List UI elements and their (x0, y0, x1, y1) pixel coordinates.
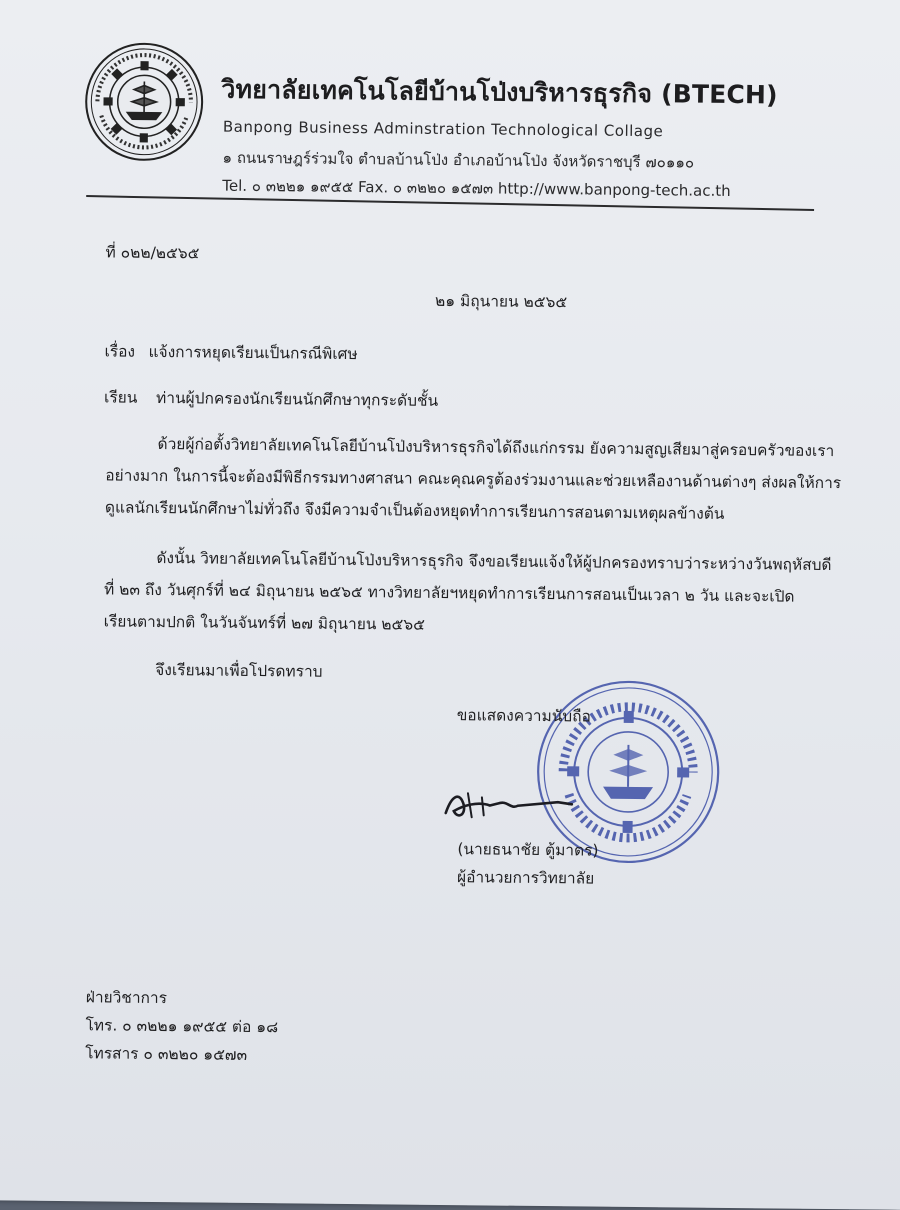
department-label: ฝ่ายวิชาการ (85, 988, 168, 1008)
college-name-english: Banpong Business Adminstration Technological Collage (222, 117, 664, 141)
signature (438, 775, 579, 831)
regards-line: ขอแสดงความนับถือ (456, 706, 591, 726)
paragraph-2-line: ดังนั้น วิทยาลัยเทคโนโลยีบ้านโป่งบริหารธุรกิจ จึงขอเรียนแจ้งให้ผู้ปกครองทราบว่าระหว่างวันพฤหัสบดี (156, 548, 832, 575)
signer-title: ผู้อำนวยการวิทยาลัย (456, 868, 595, 888)
subject-text: แจ้งการหยุดเรียนเป็นกรณีพิเศษ (148, 342, 358, 364)
college-address: ๑ ถนนราษฎร์ร่วมใจ ตำบลบ้านโป่ง อำเภอบ้านโป่ง จังหวัดราชบุรี ๗๐๑๑๐ (222, 148, 695, 172)
letter-date: ๒๑ มิถุนายน ๒๕๖๕ (435, 291, 568, 312)
department-phone: โทร. ๐ ๓๒๒๑ ๑๙๕๕ ต่อ ๑๘ (85, 1016, 279, 1037)
closing-line: จึงเรียนมาเพื่อโปรดทราบ (155, 660, 323, 681)
paragraph-2-line: ที่ ๒๓ ถึง วันศุกร์ที่ ๒๔ มิถุนายน ๒๕๖๕ ทางวิทยาลัยฯหยุดทำการเรียนการสอนเป็นเวลา ๒ วัน และจะเปิด (103, 580, 795, 606)
college-seal-icon (83, 40, 206, 163)
paragraph-1-line: ดูแลนักเรียนนักศึกษาไม่ทั่วถึง จึงมีความจำเป็นต้องหยุดทำการเรียนการสอนตามเหตุผลข้างต้น (104, 498, 725, 523)
recipient-text: ท่านผู้ปกครองนักเรียนนักศึกษาทุกระดับชั้น (155, 388, 439, 410)
paragraph-1-line: ด้วยผู้ก่อตั้งวิทยาลัยเทคโนโลยีบ้านโป่งบริหารธุรกิจได้ถึงแก่กรรม ยังความสูญเสียมาสู่ครอบครัวของเรา (157, 434, 835, 461)
signer-name: (นายธนาชัย ตู้มาตร) (457, 840, 599, 860)
recipient-label: เรียน (103, 388, 138, 407)
college-name-thai: วิทยาลัยเทคโนโลยีบ้านโป่งบริหารธุรกิจ (BTECH) (221, 74, 778, 110)
subject-label: เรื่อง (104, 342, 136, 361)
paragraph-1-line: อย่างมาก ในการนี้จะต้องมีพิธีกรรมทางศาสนา คณะคุณครูต้องร่วมงานและช่วยเหลืองานด้านต่างๆ ส่งผลให้การ (105, 466, 842, 493)
department-fax: โทรสาร ๐ ๓๒๒๐ ๑๕๗๓ (85, 1044, 248, 1064)
paragraph-2-line: เรียนตามปกติ ในวันจันทร์ที่ ๒๗ มิถุนายน ๒๕๖๕ (103, 612, 425, 634)
college-contact: Tel. ๐ ๓๒๒๑ ๑๙๕๕ Fax. ๐ ๓๒๒๐ ๑๕๗๓ http://www.banpong-tech.ac.th (222, 176, 731, 200)
reference-number: ที่ ๐๒๒/๒๕๖๕ (105, 243, 200, 263)
